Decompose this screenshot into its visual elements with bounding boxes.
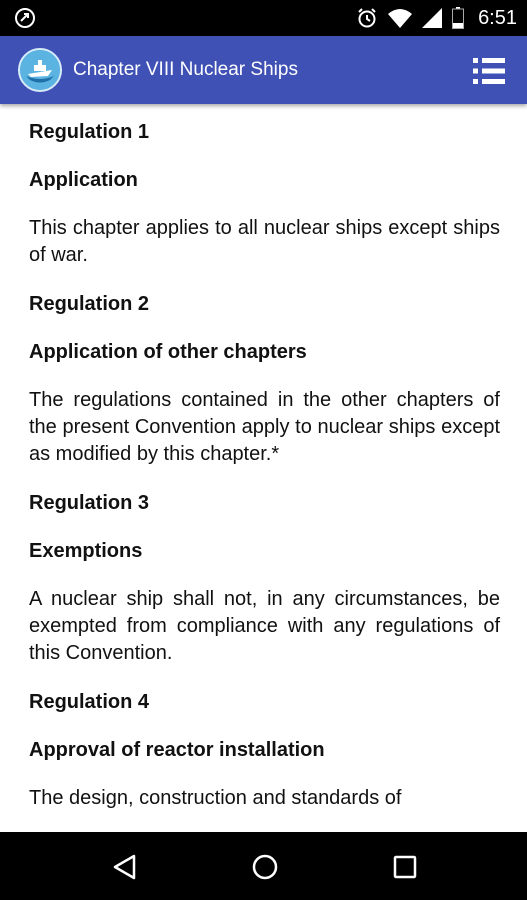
app-bar — [0, 36, 527, 104]
regulation-heading: Regulation 4 — [29, 691, 150, 713]
navigation-bar — [0, 832, 527, 900]
section-heading: Application of other chapters — [29, 341, 307, 363]
regulation-text: A nuclear ship shall not, in any circumstances, be exempted from compliance with any regulations of this Convention. — [29, 588, 500, 664]
regulation-text: The regulations contained in the other chapters of the present Convention apply to nuclear ships except as modified by this chapter.* — [29, 389, 500, 465]
list-menu-icon[interactable] — [473, 58, 505, 84]
status-time: 6:51 — [478, 6, 517, 29]
home-icon[interactable] — [250, 852, 280, 882]
chapter-content[interactable] — [0, 104, 527, 832]
recent-apps-icon[interactable] — [390, 852, 420, 882]
alarm-icon — [356, 7, 378, 29]
back-icon[interactable] — [110, 852, 140, 882]
ship-logo — [18, 48, 62, 92]
page-title: Chapter VIII Nuclear Ships — [73, 59, 298, 80]
status-bar — [0, 0, 527, 36]
signal-icon — [422, 8, 442, 28]
battery-icon — [452, 7, 464, 29]
section-heading: Approval of reactor installation — [29, 739, 325, 761]
regulation-heading: Regulation 3 — [29, 492, 150, 514]
regulation-text: This chapter applies to all nuclear ships except ships of war. — [29, 217, 500, 266]
regulation-heading: Regulation 2 — [29, 293, 150, 315]
regulation-text: The design, construction and standards of — [29, 787, 402, 809]
wifi-icon — [388, 8, 412, 28]
regulation-heading: Regulation 1 — [29, 121, 150, 143]
app-notification-icon — [14, 7, 36, 29]
section-heading: Exemptions — [29, 540, 143, 562]
section-heading: Application — [29, 169, 138, 191]
